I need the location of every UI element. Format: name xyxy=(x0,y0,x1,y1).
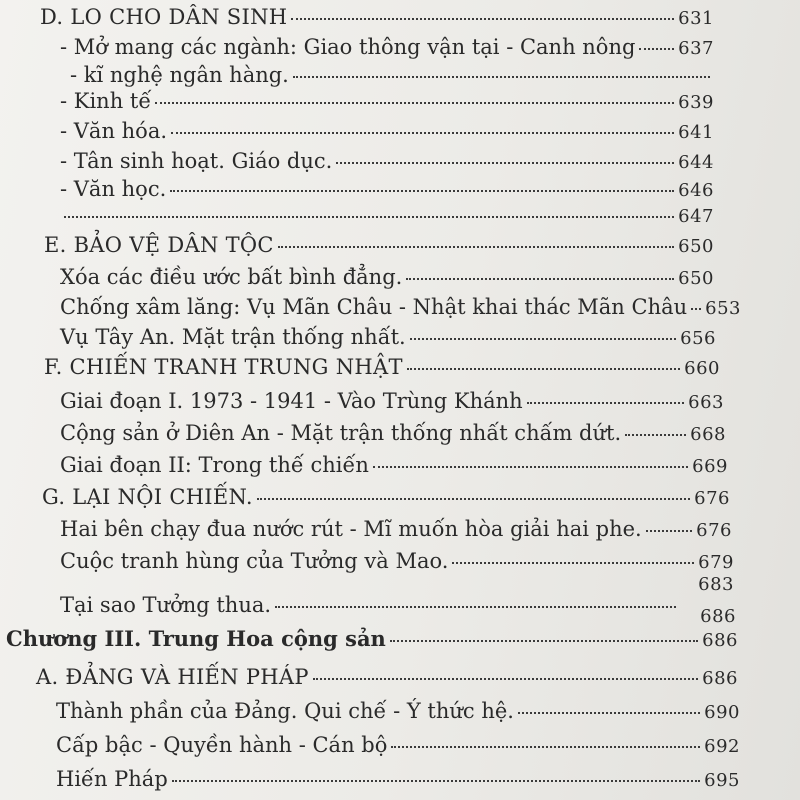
toc-entry-title: Chống xâm lăng: Vụ Mãn Châu - Nhật khai thác Mãn Châu xyxy=(60,295,688,319)
toc-entry-title: - kĩ nghệ ngân hàng. xyxy=(70,63,289,87)
toc-entry-title: - Kinh tế xyxy=(60,89,152,113)
toc-entry-page: 669 xyxy=(692,456,728,477)
toc-entry-title: Vụ Tây An. Mặt trận thống nhất. xyxy=(60,325,406,349)
toc-entry[interactable] xyxy=(56,698,740,726)
toc-entry[interactable] xyxy=(60,388,724,416)
dot-leader xyxy=(527,402,684,404)
toc-entry-chapter-3[interactable] xyxy=(6,626,738,654)
toc-entry[interactable] xyxy=(60,264,714,292)
toc-entry-page: 650 xyxy=(678,268,714,289)
toc-entry-section-e[interactable] xyxy=(44,232,714,260)
dot-leader xyxy=(291,18,674,20)
toc-entry-page: 686 xyxy=(700,606,736,627)
toc-entry-title: A. ĐẢNG VÀ HIẾN PHÁP xyxy=(36,665,309,689)
dot-leader xyxy=(691,308,701,310)
toc-entry-page: 641 xyxy=(678,122,714,143)
dot-leader xyxy=(172,780,700,782)
toc-entry[interactable] xyxy=(60,294,741,322)
dot-leader xyxy=(452,562,694,564)
dot-leader xyxy=(64,216,674,218)
toc-entry-page: 695 xyxy=(704,770,740,791)
dot-leader xyxy=(155,102,674,104)
toc-entry-page: 690 xyxy=(704,702,740,723)
toc-entry-page: 676 xyxy=(694,488,730,509)
toc-entry[interactable] xyxy=(60,118,714,146)
dot-leader xyxy=(406,278,674,280)
toc-entry-title: Giai đoạn II: Trong thế chiến xyxy=(60,453,369,477)
toc-entry[interactable] xyxy=(70,62,714,88)
dot-leader xyxy=(257,498,690,500)
toc-entry[interactable] xyxy=(60,548,734,576)
toc-entry-title: - Văn học. xyxy=(60,177,167,201)
toc-entry-title: - Tân sinh hoạt. Giáo dục. xyxy=(60,149,333,173)
dot-leader xyxy=(390,640,698,642)
dot-leader xyxy=(336,162,674,164)
toc-entry-page: 668 xyxy=(690,424,726,445)
toc-entry-title: Giai đoạn I. 1973 - 1941 - Vào Trùng Khánh xyxy=(60,389,523,413)
toc-entry[interactable] xyxy=(60,204,714,230)
dot-leader xyxy=(646,530,692,532)
toc-entry-title: Cuộc tranh hùng của Tưởng và Mao. xyxy=(60,549,449,573)
toc-entry-title: - Mở mang các ngành: Giao thông vận tại - Canh nông xyxy=(60,35,636,59)
toc-entry-title: D. LO CHO DÂN SINH xyxy=(40,5,288,29)
toc-entry-page: 679 xyxy=(698,552,734,573)
toc-entry-page: 686 xyxy=(702,630,738,651)
dot-leader xyxy=(170,190,674,192)
toc-entry-page: 644 xyxy=(678,152,714,173)
toc-entry[interactable] xyxy=(56,732,740,760)
toc-entry-page: 656 xyxy=(680,328,716,349)
dot-leader xyxy=(275,606,676,608)
toc-entry-title: Chương III. Trung Hoa cộng sản xyxy=(6,626,386,651)
toc-entry[interactable] xyxy=(60,176,714,204)
toc-entry-page: 631 xyxy=(678,8,714,29)
toc-entry-title: - Văn hóa. xyxy=(60,119,168,143)
toc-entry[interactable] xyxy=(56,766,740,794)
toc-entry-title: Tại sao Tưởng thua. xyxy=(60,593,272,617)
toc-entry[interactable] xyxy=(60,452,728,480)
toc-entry[interactable] xyxy=(60,516,732,544)
toc-entry-section-g[interactable] xyxy=(42,484,730,512)
dot-leader xyxy=(313,678,698,680)
toc-entry-page: 639 xyxy=(678,92,714,113)
dot-leader xyxy=(518,712,700,714)
dot-leader xyxy=(639,48,674,50)
dot-leader xyxy=(625,434,686,436)
toc-entry-title: G. LẠI NỘI CHIẾN. xyxy=(42,485,253,509)
toc-entry[interactable] xyxy=(60,420,726,448)
toc-entry[interactable] xyxy=(60,592,680,618)
toc-entry-page: 646 xyxy=(678,180,714,201)
toc-entry-page: 676 xyxy=(696,520,732,541)
dot-leader xyxy=(293,76,710,78)
dot-leader xyxy=(171,132,674,134)
toc-entry-title: Cấp bậc - Quyền hành - Cán bộ xyxy=(56,733,388,757)
dot-leader xyxy=(410,338,676,340)
dot-leader xyxy=(407,368,680,370)
toc-entry-page: 653 xyxy=(705,298,741,319)
toc-entry-page: 637 xyxy=(678,38,714,59)
toc-entry-section-d[interactable] xyxy=(40,4,714,32)
toc-entry-section-a[interactable] xyxy=(36,664,738,692)
toc-entry-title: Xóa các điều ước bất bình đẳng. xyxy=(60,265,403,289)
toc-entry-page: 650 xyxy=(678,236,714,257)
toc-entry-page: 692 xyxy=(704,736,740,757)
toc-entry-title: E. BẢO VỆ DÂN TỘC xyxy=(44,233,274,257)
toc-entry-page: 663 xyxy=(688,392,724,413)
toc-entry-title: Thành phần của Đảng. Qui chế - Ý thức hệ. xyxy=(56,699,514,723)
toc-entry-title: F. CHIẾN TRANH TRUNG NHẬT xyxy=(44,355,403,379)
dot-leader xyxy=(278,246,674,248)
toc-entry-title: Cộng sản ở Diên An - Mặt trận thống nhất chấm dứt. xyxy=(60,421,622,445)
toc-entry-page: 647 xyxy=(678,206,714,227)
toc-entry[interactable] xyxy=(680,572,734,598)
dot-leader xyxy=(373,466,688,468)
dot-leader xyxy=(391,746,700,748)
toc-entry-title: Hiến Pháp xyxy=(56,767,168,791)
toc-entry-page: 660 xyxy=(684,358,720,379)
toc-entry[interactable] xyxy=(60,88,714,116)
toc-entry[interactable] xyxy=(60,148,714,176)
toc-entry-page: 686 xyxy=(702,668,738,689)
toc-entry-section-f[interactable] xyxy=(44,354,720,382)
toc-entry-page: 683 xyxy=(698,574,734,595)
toc-entry[interactable] xyxy=(60,34,714,62)
toc-entry-title: Hai bên chạy đua nước rút - Mĩ muốn hòa giải hai phe. xyxy=(60,517,642,541)
toc-entry[interactable] xyxy=(60,324,716,352)
